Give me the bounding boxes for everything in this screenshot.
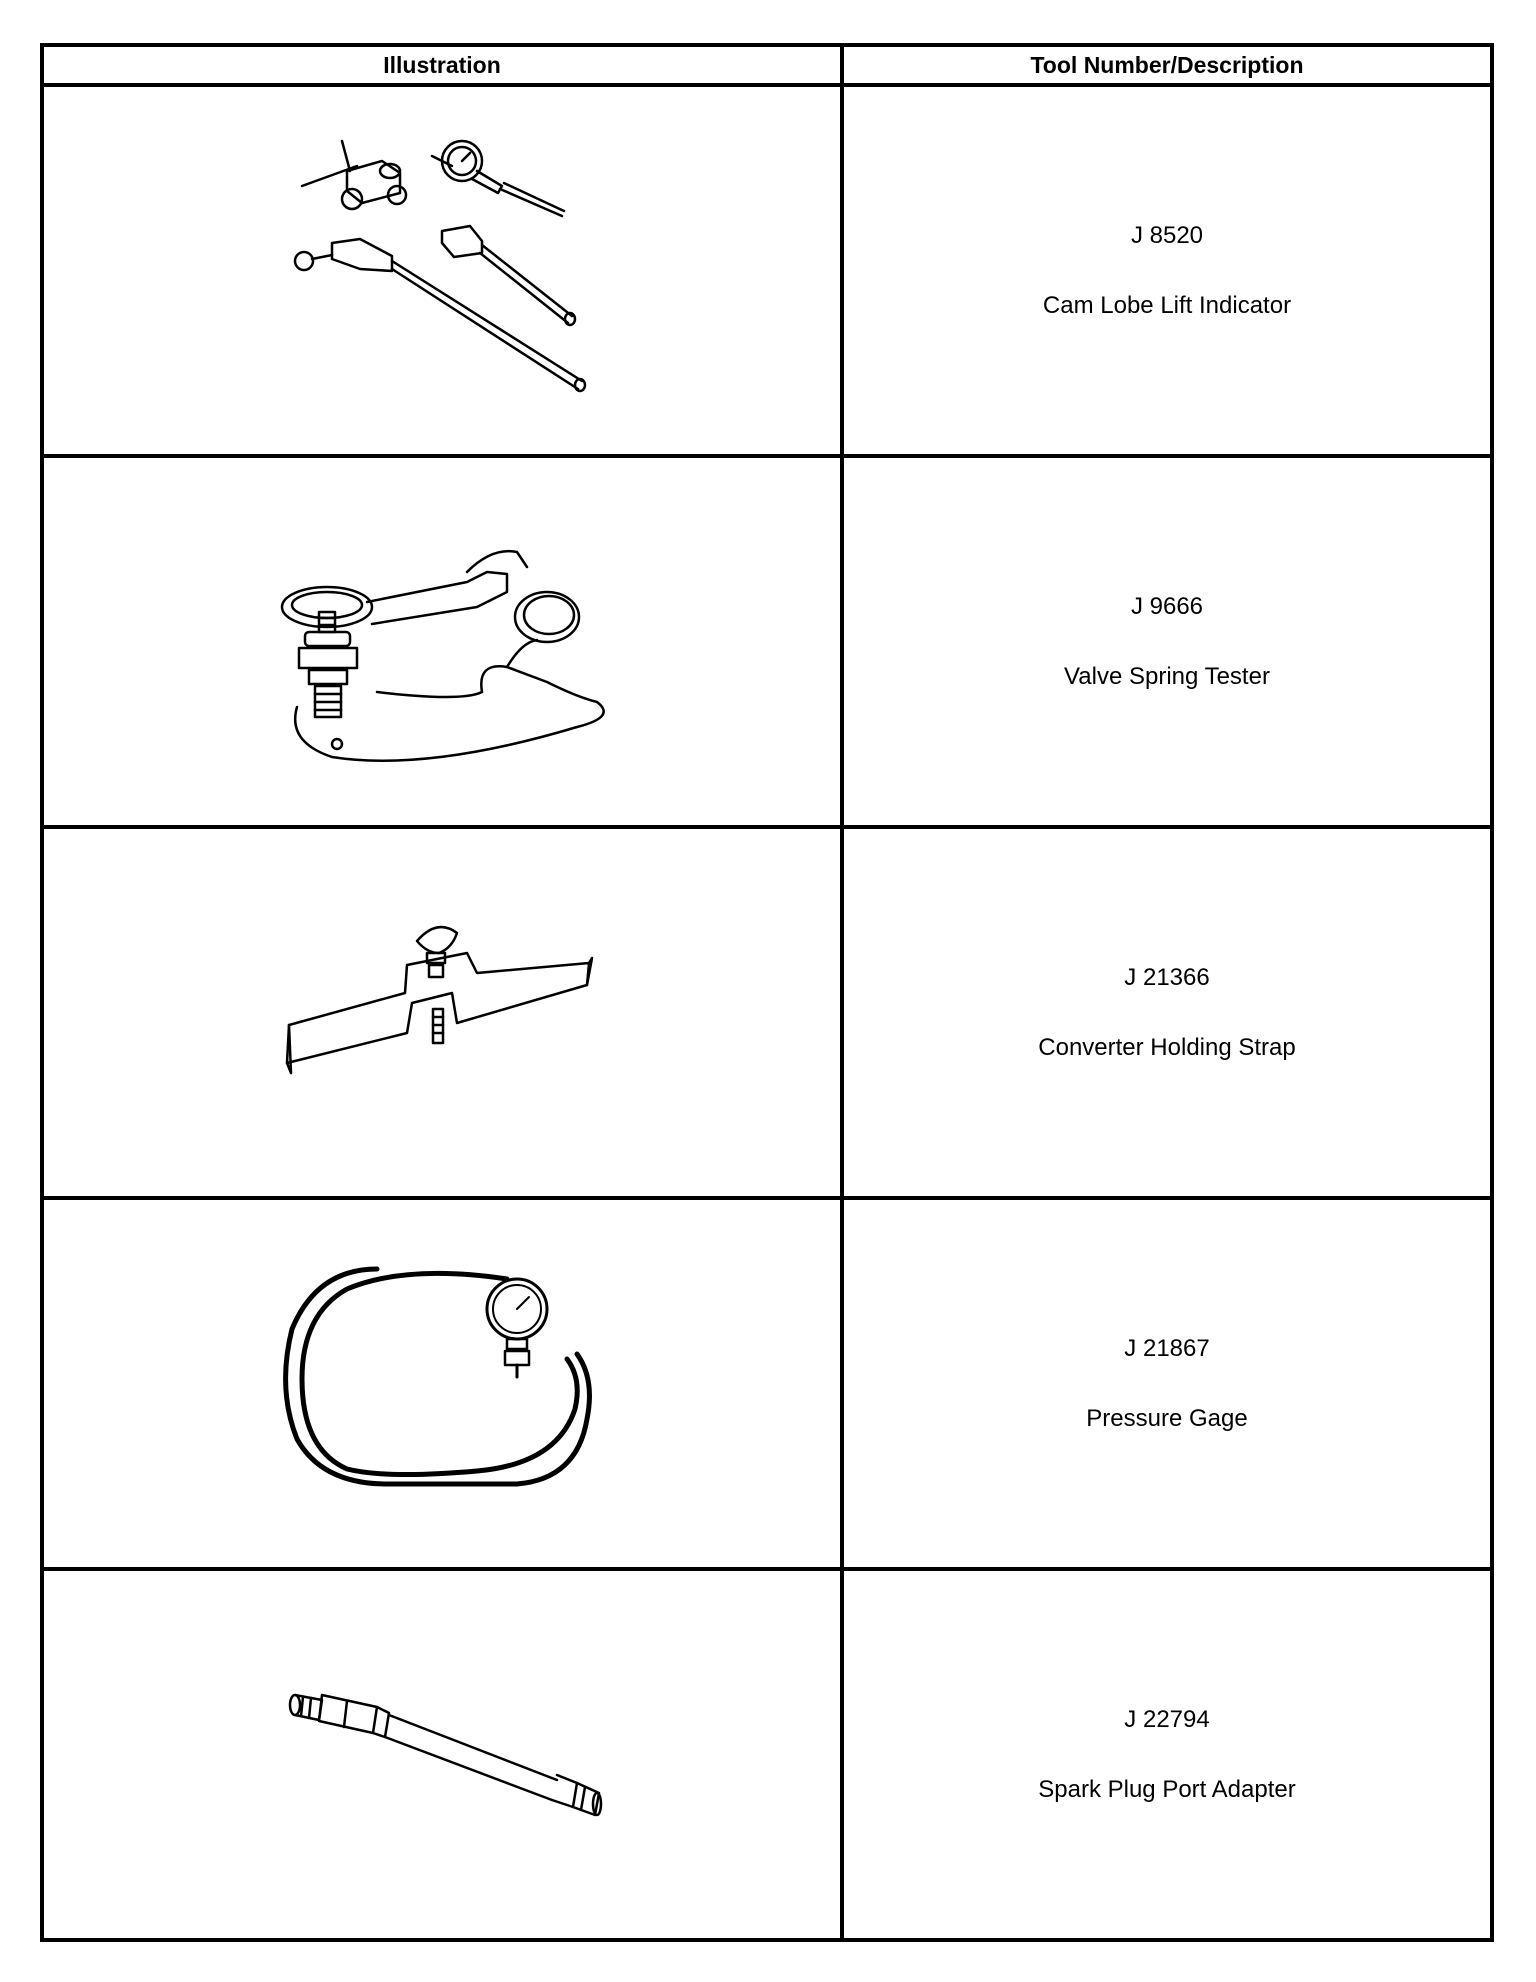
table-row [42, 1569, 1492, 1940]
tool-number: J 21366 [1124, 963, 1210, 991]
column-header-illustration: Illustration [42, 45, 842, 85]
description-cell [842, 1198, 1492, 1569]
description-cell [842, 456, 1492, 827]
table-row [42, 85, 1492, 456]
table-row [42, 1198, 1492, 1569]
tool-description: Pressure Gage [1086, 1404, 1248, 1432]
illustration-cell [42, 827, 842, 1198]
table-header-row [42, 45, 1492, 85]
tool-description: Valve Spring Tester [1064, 662, 1270, 690]
column-header-tool: Tool Number/Description [842, 45, 1492, 85]
spark-plug-port-adapter-illustration [277, 1675, 607, 1835]
valve-spring-tester-illustration [277, 512, 607, 772]
tool-number: J 8520 [1130, 221, 1204, 249]
table-row [42, 827, 1492, 1198]
converter-holding-strap-illustration [277, 913, 607, 1113]
illustration-cell [42, 1569, 842, 1940]
description-cell [842, 827, 1492, 1198]
tool-description: Cam Lobe Lift Indicator [1042, 291, 1292, 319]
tool-number: J 21867 [1124, 1334, 1210, 1362]
tool-description: Converter Holding Strap [1038, 1033, 1296, 1061]
tool-number: J 22794 [1124, 1705, 1210, 1733]
illustration-cell [42, 1198, 842, 1569]
tool-description: Spark Plug Port Adapter [1038, 1775, 1296, 1803]
pressure-gage-illustration [277, 1259, 607, 1509]
illustration-cell [42, 456, 842, 827]
tools-table [40, 43, 1494, 1942]
description-cell [842, 85, 1492, 456]
cam-lobe-lift-indicator-illustration [282, 131, 602, 411]
illustration-cell [42, 85, 842, 456]
table-row [42, 456, 1492, 827]
description-cell [842, 1569, 1492, 1940]
tool-number: J 9666 [1130, 592, 1204, 620]
